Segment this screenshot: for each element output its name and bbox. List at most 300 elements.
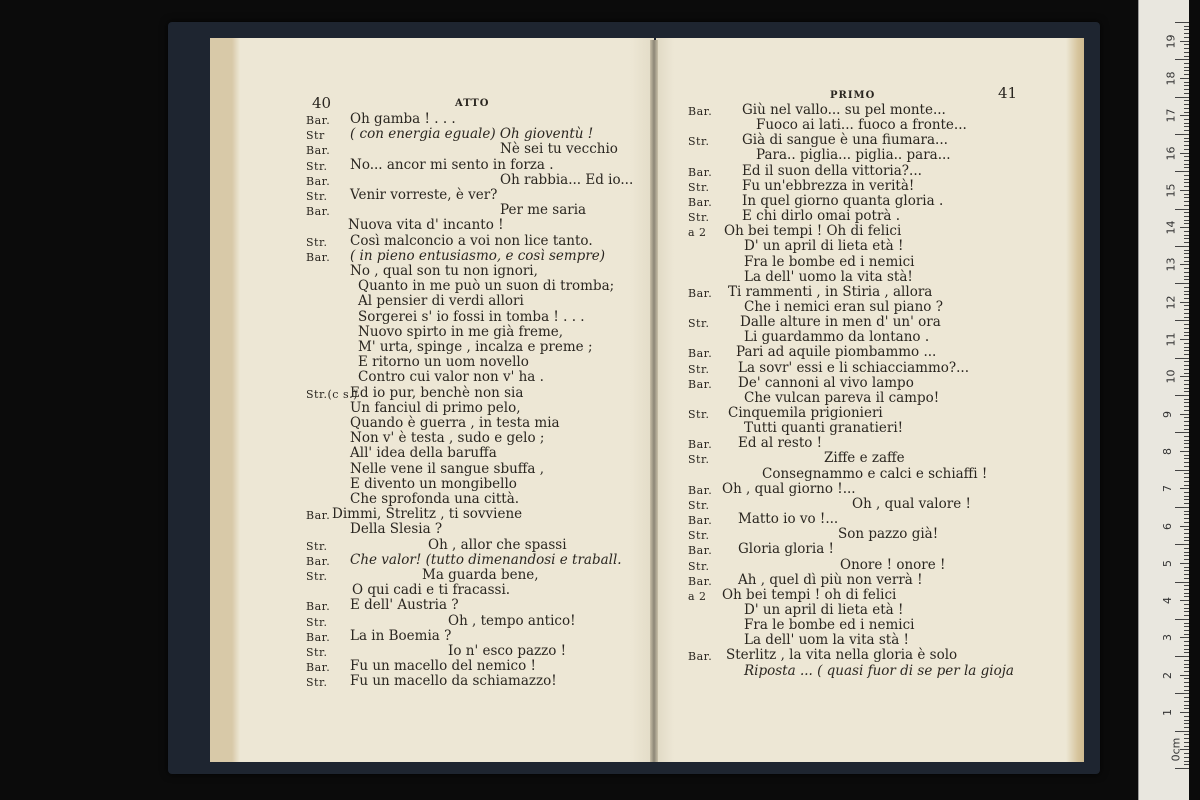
ruler-tick bbox=[1175, 768, 1189, 769]
ruler-tick bbox=[1184, 48, 1189, 49]
speaker-label: Str. bbox=[306, 646, 328, 659]
speaker-label: Str.(c s.) bbox=[306, 387, 358, 401]
ruler-tick bbox=[1184, 746, 1189, 747]
ruler-tick bbox=[1180, 712, 1189, 713]
ruler-tick bbox=[1175, 395, 1189, 396]
ruler-tick bbox=[1184, 201, 1189, 202]
ruler-tick bbox=[1184, 406, 1189, 407]
ruler-tick bbox=[1180, 190, 1189, 191]
verse-line: ( con energia eguale) Oh gioventù ! bbox=[350, 126, 594, 143]
verse-line: No... ancor mi sento in forza . bbox=[350, 156, 554, 173]
ruler-label: 4 bbox=[1161, 597, 1174, 605]
ruler-tick bbox=[1175, 693, 1189, 694]
ruler-tick bbox=[1175, 134, 1189, 135]
ruler-tick bbox=[1184, 436, 1189, 437]
ruler-tick bbox=[1184, 533, 1189, 534]
verse-line: La sovr' essi e li schiacciammo?... bbox=[738, 359, 969, 376]
ruler-tick bbox=[1184, 74, 1189, 75]
speaker-label: Str. bbox=[688, 453, 710, 467]
ruler-tick bbox=[1180, 414, 1189, 415]
ruler-tick bbox=[1184, 287, 1189, 288]
ruler-tick bbox=[1184, 720, 1189, 721]
ruler-tick bbox=[1175, 171, 1189, 172]
ruler-tick bbox=[1175, 22, 1189, 23]
speaker-label: Str bbox=[306, 129, 325, 143]
ruler-tick bbox=[1184, 268, 1189, 269]
verse-line: Che i nemici eran sul piano ? bbox=[744, 298, 943, 315]
ruler-tick bbox=[1184, 194, 1189, 195]
ruler-tick bbox=[1175, 320, 1189, 321]
speaker-label: Str. bbox=[306, 676, 328, 690]
ruler-tick bbox=[1184, 380, 1189, 381]
ruler-tick bbox=[1184, 291, 1189, 292]
ruler-tick bbox=[1184, 753, 1189, 754]
ruler-tick bbox=[1184, 238, 1189, 239]
ruler-tick bbox=[1184, 455, 1189, 456]
ruler-label: 18 bbox=[1164, 71, 1178, 86]
speaker-label: Bar. bbox=[306, 554, 331, 568]
speaker-label: Bar. bbox=[306, 205, 331, 219]
ruler-tick bbox=[1184, 623, 1189, 624]
ruler-tick bbox=[1184, 664, 1189, 665]
ruler-tick bbox=[1180, 264, 1189, 265]
ruler-tick bbox=[1184, 29, 1189, 30]
ruler-tick bbox=[1184, 723, 1189, 724]
ruler-tick bbox=[1184, 608, 1189, 609]
ruler-tick bbox=[1184, 179, 1189, 180]
ruler-tick bbox=[1184, 481, 1189, 482]
ruler-tick bbox=[1184, 373, 1189, 374]
verse-line: Quanto in me può un suon di tromba; bbox=[358, 278, 615, 295]
ruler-tick bbox=[1180, 376, 1189, 377]
right-page-number: 41 bbox=[998, 84, 1018, 102]
ruler-tick bbox=[1184, 738, 1189, 739]
verse-line: De' cannoni al vivo lampo bbox=[738, 374, 914, 391]
ruler-tick bbox=[1184, 369, 1189, 370]
ruler-tick bbox=[1180, 600, 1189, 601]
ruler-tick bbox=[1180, 451, 1189, 452]
ruler-label: 13 bbox=[1164, 257, 1178, 272]
ruler-tick bbox=[1184, 167, 1189, 168]
verse-line: Quando è guerra , in testa mia bbox=[350, 415, 560, 431]
ruler-tick bbox=[1184, 335, 1189, 336]
speaker-label: Bar. bbox=[688, 347, 713, 361]
speaker-label: Str. bbox=[688, 135, 710, 149]
ruler-tick bbox=[1184, 458, 1189, 459]
verse-line: Oh , tempo antico! bbox=[448, 612, 576, 629]
ruler-tick bbox=[1184, 593, 1189, 594]
ruler-tick bbox=[1180, 78, 1189, 79]
verse-line: Ed io pur, benchè non sia bbox=[350, 384, 524, 401]
ruler-tick bbox=[1184, 70, 1189, 71]
ruler-tick bbox=[1184, 757, 1189, 758]
ruler-tick bbox=[1180, 302, 1189, 303]
verse-line: Così malconcio a voi non lice tanto. bbox=[350, 232, 593, 249]
verse-line: Oh , qual valore ! bbox=[852, 495, 971, 512]
speaker-label: a 2 bbox=[688, 589, 707, 603]
ruler-tick bbox=[1184, 727, 1189, 728]
ruler-tick bbox=[1184, 761, 1189, 762]
ruler-tick bbox=[1184, 634, 1189, 635]
verse-line: Oh , allor che spassi bbox=[428, 536, 567, 553]
speaker-label: Str. bbox=[688, 180, 710, 194]
ruler-tick bbox=[1184, 119, 1189, 120]
speaker-label: Bar. bbox=[688, 377, 713, 391]
ruler-tick bbox=[1184, 604, 1189, 605]
ruler-tick bbox=[1184, 399, 1189, 400]
ruler-tick bbox=[1184, 514, 1189, 515]
ruler-tick bbox=[1180, 675, 1189, 676]
ruler-tick bbox=[1184, 272, 1189, 273]
verse-line: All' idea della baruffa bbox=[350, 445, 497, 462]
ruler-tick bbox=[1184, 63, 1189, 64]
ruler-tick bbox=[1184, 548, 1189, 549]
book-gutter bbox=[650, 40, 658, 762]
ruler-tick bbox=[1175, 470, 1189, 471]
verse-line: Fu un macello del nemico ! bbox=[350, 658, 536, 675]
verse-line: Nelle vene il sangue sbuffa , bbox=[350, 460, 545, 477]
ruler-label: 17 bbox=[1164, 108, 1178, 123]
verse-line: Contro cui valor non v' ha . bbox=[358, 369, 544, 386]
ruler-tick bbox=[1180, 41, 1189, 42]
ruler-tick bbox=[1180, 563, 1189, 564]
ruler-tick bbox=[1184, 708, 1189, 709]
ruler-label: 14 bbox=[1164, 220, 1178, 235]
speaker-label: Bar. bbox=[306, 250, 331, 264]
verse-line: Cinquemila prigionieri bbox=[728, 405, 883, 421]
verse-line: Nuovo spirto in me già freme, bbox=[358, 323, 564, 340]
verse-line: Un fanciul di primo pelo, bbox=[350, 399, 521, 416]
ruler-tick bbox=[1184, 156, 1189, 157]
speaker-label: Bar. bbox=[306, 144, 331, 158]
ruler-tick bbox=[1175, 582, 1189, 583]
ruler-tick bbox=[1184, 649, 1189, 650]
ruler-tick bbox=[1184, 347, 1189, 348]
verse-line: Gloria gloria ! bbox=[738, 541, 834, 558]
verse-line: Giù nel vallo... su pel monte... bbox=[742, 102, 946, 118]
verse-line: Fu un macello da schiamazzo! bbox=[350, 673, 557, 690]
ruler-tick bbox=[1184, 85, 1189, 86]
speaker-label: Bar. bbox=[688, 574, 713, 588]
ruler-tick bbox=[1184, 332, 1189, 333]
verse-line: Sterlitz , la vita nella gloria è solo bbox=[726, 647, 958, 664]
ruler-tick bbox=[1184, 298, 1189, 299]
verse-line: Oh bei tempi ! oh di felici bbox=[722, 586, 897, 603]
ruler-tick bbox=[1184, 660, 1189, 661]
verse-line: E chi dirlo omai potrà . bbox=[742, 208, 901, 225]
ruler-tick bbox=[1184, 212, 1189, 213]
ruler-tick bbox=[1184, 126, 1189, 127]
ruler-label: 16 bbox=[1164, 146, 1178, 161]
ruler-tick bbox=[1184, 764, 1189, 765]
verse-line: Oh gamba ! . . . bbox=[350, 111, 456, 127]
left-page-header: ATTO bbox=[455, 98, 490, 109]
ruler-label: 15 bbox=[1164, 183, 1178, 198]
verse-line: Riposta ... ( quasi fuor di se per la gioja bbox=[744, 662, 1014, 679]
ruler-label: 12 bbox=[1164, 295, 1178, 310]
ruler-tick bbox=[1175, 209, 1189, 210]
ruler-tick bbox=[1184, 440, 1189, 441]
verse-line: La dell' uomo la vita stà! bbox=[744, 268, 913, 285]
speaker-label: Str. bbox=[688, 362, 710, 376]
ruler-tick bbox=[1184, 361, 1189, 362]
verse-line: Che sprofonda una città. bbox=[350, 491, 520, 507]
ruler-tick bbox=[1184, 690, 1189, 691]
speaker-label: Str. bbox=[306, 615, 328, 629]
ruler-tick bbox=[1184, 611, 1189, 612]
ruler-label: 7 bbox=[1161, 485, 1174, 493]
verse-line: Dimmi, Strelitz , ti sovviene bbox=[332, 506, 523, 523]
ruler-tick bbox=[1184, 645, 1189, 646]
verse-line: Che valor! (tutto dimenandosi e traball. bbox=[350, 551, 622, 568]
ruler-tick bbox=[1184, 313, 1189, 314]
speaker-label: Str. bbox=[306, 159, 328, 173]
ruler-tick bbox=[1184, 496, 1189, 497]
ruler-tick bbox=[1184, 197, 1189, 198]
verse-line: Della Slesia ? bbox=[350, 521, 443, 538]
ruler-tick bbox=[1184, 205, 1189, 206]
ruler-tick bbox=[1184, 89, 1189, 90]
ruler-tick bbox=[1184, 138, 1189, 139]
verse-line: Fuoco ai lati... fuoco a fronte... bbox=[756, 117, 967, 134]
ruler-tick bbox=[1184, 384, 1189, 385]
verse-line: E dell' Austria ? bbox=[350, 597, 459, 614]
ruler-tick bbox=[1184, 410, 1189, 411]
speaker-label: Bar. bbox=[306, 114, 331, 127]
ruler-tick bbox=[1184, 429, 1189, 430]
ruler-tick bbox=[1184, 305, 1189, 306]
ruler-tick bbox=[1184, 667, 1189, 668]
ruler-tick bbox=[1184, 596, 1189, 597]
ruler-label: 5 bbox=[1161, 559, 1174, 567]
verse-line: Onore ! onore ! bbox=[840, 556, 946, 573]
ruler-tick bbox=[1184, 145, 1189, 146]
ruler-label: 1 bbox=[1161, 709, 1174, 717]
ruler-tick bbox=[1184, 93, 1189, 94]
speaker-label: Bar. bbox=[688, 105, 713, 118]
verse-line: Venir vorreste, è ver? bbox=[350, 187, 498, 203]
verse-line: Dalle alture in men d' un' ora bbox=[740, 314, 941, 331]
ruler-tick bbox=[1184, 559, 1189, 560]
ruler-tick bbox=[1184, 67, 1189, 68]
verse-line: Già di sangue è una fiumara... bbox=[742, 132, 948, 149]
verse-line: Nuova vita d' incanto ! bbox=[348, 217, 504, 234]
ruler-tick bbox=[1184, 391, 1189, 392]
verse-line: In quel giorno quanta gloria . bbox=[742, 192, 944, 209]
ruler-tick bbox=[1175, 432, 1189, 433]
ruler-tick bbox=[1184, 477, 1189, 478]
ruler-tick bbox=[1184, 231, 1189, 232]
ruler-tick bbox=[1184, 257, 1189, 258]
ruler-label: 9 bbox=[1161, 410, 1174, 418]
ruler-tick bbox=[1184, 567, 1189, 568]
speaker-label: Bar. bbox=[306, 600, 331, 614]
speaker-label: Bar. bbox=[688, 286, 713, 300]
ruler-tick bbox=[1184, 149, 1189, 150]
speaker-label: Str. bbox=[688, 317, 710, 331]
ruler-tick bbox=[1184, 186, 1189, 187]
ruler-tick bbox=[1180, 339, 1189, 340]
ruler-tick bbox=[1175, 507, 1189, 508]
ruler-tick bbox=[1184, 350, 1189, 351]
ruler-tick bbox=[1184, 652, 1189, 653]
verse-line: Per me saria bbox=[500, 202, 587, 219]
ruler-tick bbox=[1184, 160, 1189, 161]
ruler-label: 11 bbox=[1164, 332, 1178, 347]
ruler-tick bbox=[1184, 44, 1189, 45]
ruler-label: 10 bbox=[1164, 369, 1178, 384]
ruler-tick bbox=[1184, 343, 1189, 344]
ruler-tick bbox=[1184, 250, 1189, 251]
verse-line: O qui cadi e ti fracassi. bbox=[352, 582, 511, 599]
ruler-tick bbox=[1184, 104, 1189, 105]
ruler-tick bbox=[1184, 56, 1189, 57]
ruler-tick bbox=[1184, 522, 1189, 523]
verse-line: M' urta, spinge , incalza e preme ; bbox=[358, 339, 593, 355]
left-page-number: 40 bbox=[312, 94, 332, 112]
ruler-tick bbox=[1180, 637, 1189, 638]
speaker-label: Bar. bbox=[688, 165, 713, 179]
ruler-tick bbox=[1184, 421, 1189, 422]
verse-line: D' un april di lieta età ! bbox=[744, 601, 904, 618]
verse-line: Fra le bombe ed i nemici bbox=[744, 253, 915, 270]
ruler-label: 8 bbox=[1161, 447, 1174, 455]
verse-line: Matto io vo !... bbox=[738, 511, 839, 528]
verse-line: Non v' è testa , sudo e gelo ; bbox=[350, 430, 545, 447]
ruler-tick bbox=[1184, 242, 1189, 243]
ruler-tick bbox=[1184, 216, 1189, 217]
speaker-label: Str. bbox=[688, 498, 710, 512]
ruler-tick bbox=[1184, 585, 1189, 586]
ruler-tick bbox=[1180, 153, 1189, 154]
ruler-tick bbox=[1175, 619, 1189, 620]
ruler-tick bbox=[1184, 503, 1189, 504]
speaker-label: Str. bbox=[306, 570, 328, 583]
verse-line: Ah , quel dì più non verrà ! bbox=[738, 571, 923, 588]
ruler-tick bbox=[1184, 276, 1189, 277]
speaker-label: Bar. bbox=[688, 650, 713, 664]
speaker-label: Bar. bbox=[306, 509, 331, 523]
speaker-label: Bar. bbox=[306, 630, 331, 644]
verse-line: Ma guarda bene, bbox=[422, 567, 539, 583]
ruler-tick bbox=[1184, 466, 1189, 467]
ruler-tick bbox=[1184, 425, 1189, 426]
speaker-label: Str. bbox=[688, 559, 710, 573]
speaker-label: Bar. bbox=[688, 544, 713, 558]
verse-line: Ed il suon della vittoria?... bbox=[742, 162, 922, 179]
verse-line: Oh , qual giorno !... bbox=[722, 480, 856, 497]
ruler-tick bbox=[1184, 182, 1189, 183]
speaker-label: a 2 bbox=[688, 226, 707, 240]
ruler-tick bbox=[1184, 552, 1189, 553]
ruler-tick bbox=[1184, 511, 1189, 512]
speaker-label: Bar. bbox=[306, 661, 331, 675]
ruler-tick bbox=[1184, 417, 1189, 418]
ruler-tick bbox=[1175, 656, 1189, 657]
verse-line: La in Boemia ? bbox=[350, 627, 452, 644]
ruler-tick bbox=[1184, 100, 1189, 101]
ruler-tick bbox=[1175, 731, 1189, 732]
ruler-tick bbox=[1175, 59, 1189, 60]
ruler-tick bbox=[1184, 701, 1189, 702]
ruler-tick bbox=[1184, 388, 1189, 389]
speaker-label: Bar. bbox=[306, 174, 331, 188]
ruler-tick bbox=[1184, 716, 1189, 717]
ruler-tick bbox=[1184, 130, 1189, 131]
ruler-tick bbox=[1184, 518, 1189, 519]
verse-line: Fu un'ebbrezza in verità! bbox=[742, 177, 915, 194]
ruler-tick bbox=[1184, 734, 1189, 735]
verse-line: Ziffe e zaffe bbox=[824, 450, 905, 467]
verse-line: Son pazzo già! bbox=[838, 526, 939, 543]
ruler-label: 0cm bbox=[1169, 737, 1183, 762]
speaker-label: Str. bbox=[306, 235, 328, 249]
ruler-tick bbox=[1184, 589, 1189, 590]
ruler-tick bbox=[1184, 235, 1189, 236]
ruler-tick bbox=[1184, 574, 1189, 575]
speaker-label: Bar. bbox=[688, 483, 713, 497]
ruler-tick bbox=[1180, 227, 1189, 228]
verse-line: Al pensier di verdi allori bbox=[358, 293, 524, 310]
verse-line: No , qual son tu non ignori, bbox=[350, 263, 538, 279]
ruler-tick bbox=[1184, 742, 1189, 743]
ruler-tick bbox=[1184, 492, 1189, 493]
verse-line: Io n' esco pazzo ! bbox=[448, 643, 567, 659]
ruler-tick bbox=[1184, 261, 1189, 262]
ruler-tick bbox=[1184, 570, 1189, 571]
ruler-tick bbox=[1184, 529, 1189, 530]
verse-line: Li guardammo da lontano . bbox=[744, 329, 930, 346]
ruler-tick bbox=[1184, 328, 1189, 329]
ruler-tick bbox=[1184, 473, 1189, 474]
ruler-tick bbox=[1184, 555, 1189, 556]
speaker-label: Bar. bbox=[688, 195, 713, 209]
ruler-tick bbox=[1184, 697, 1189, 698]
ruler-tick bbox=[1175, 283, 1189, 284]
ruler-tick bbox=[1184, 317, 1189, 318]
ruler-tick bbox=[1184, 462, 1189, 463]
ruler-tick bbox=[1184, 537, 1189, 538]
ruler-tick bbox=[1184, 402, 1189, 403]
ruler-tick bbox=[1184, 112, 1189, 113]
ruler-tick bbox=[1184, 26, 1189, 27]
verse-line: E ritorno un uom novello bbox=[358, 354, 529, 371]
speaker-label: Bar. bbox=[688, 514, 713, 528]
ruler-tick bbox=[1180, 526, 1189, 527]
ruler-tick bbox=[1184, 671, 1189, 672]
verse-line: Fra le bombe ed i nemici bbox=[744, 617, 915, 634]
ruler-tick bbox=[1184, 220, 1189, 221]
ruler-tick bbox=[1184, 485, 1189, 486]
ruler-tick bbox=[1184, 37, 1189, 38]
ruler-tick bbox=[1184, 578, 1189, 579]
ruler-tick bbox=[1184, 294, 1189, 295]
speaker-label: Str. bbox=[688, 408, 710, 421]
ruler-tick bbox=[1184, 123, 1189, 124]
speaker-label: Bar. bbox=[688, 438, 713, 452]
verse-line: Pari ad aquile piombammo ... bbox=[736, 344, 937, 361]
ruler-tick bbox=[1175, 97, 1189, 98]
verse-line: Para.. piglia... piglia.. para... bbox=[756, 147, 951, 164]
ruler-tick bbox=[1175, 358, 1189, 359]
ruler-tick bbox=[1184, 309, 1189, 310]
ruler-label: 3 bbox=[1161, 634, 1174, 642]
ruler-tick bbox=[1184, 540, 1189, 541]
verse-line: E divento un mongibello bbox=[350, 475, 517, 492]
ruler-tick bbox=[1184, 615, 1189, 616]
speaker-label: Str. bbox=[688, 211, 710, 225]
ruler-tick bbox=[1184, 705, 1189, 706]
